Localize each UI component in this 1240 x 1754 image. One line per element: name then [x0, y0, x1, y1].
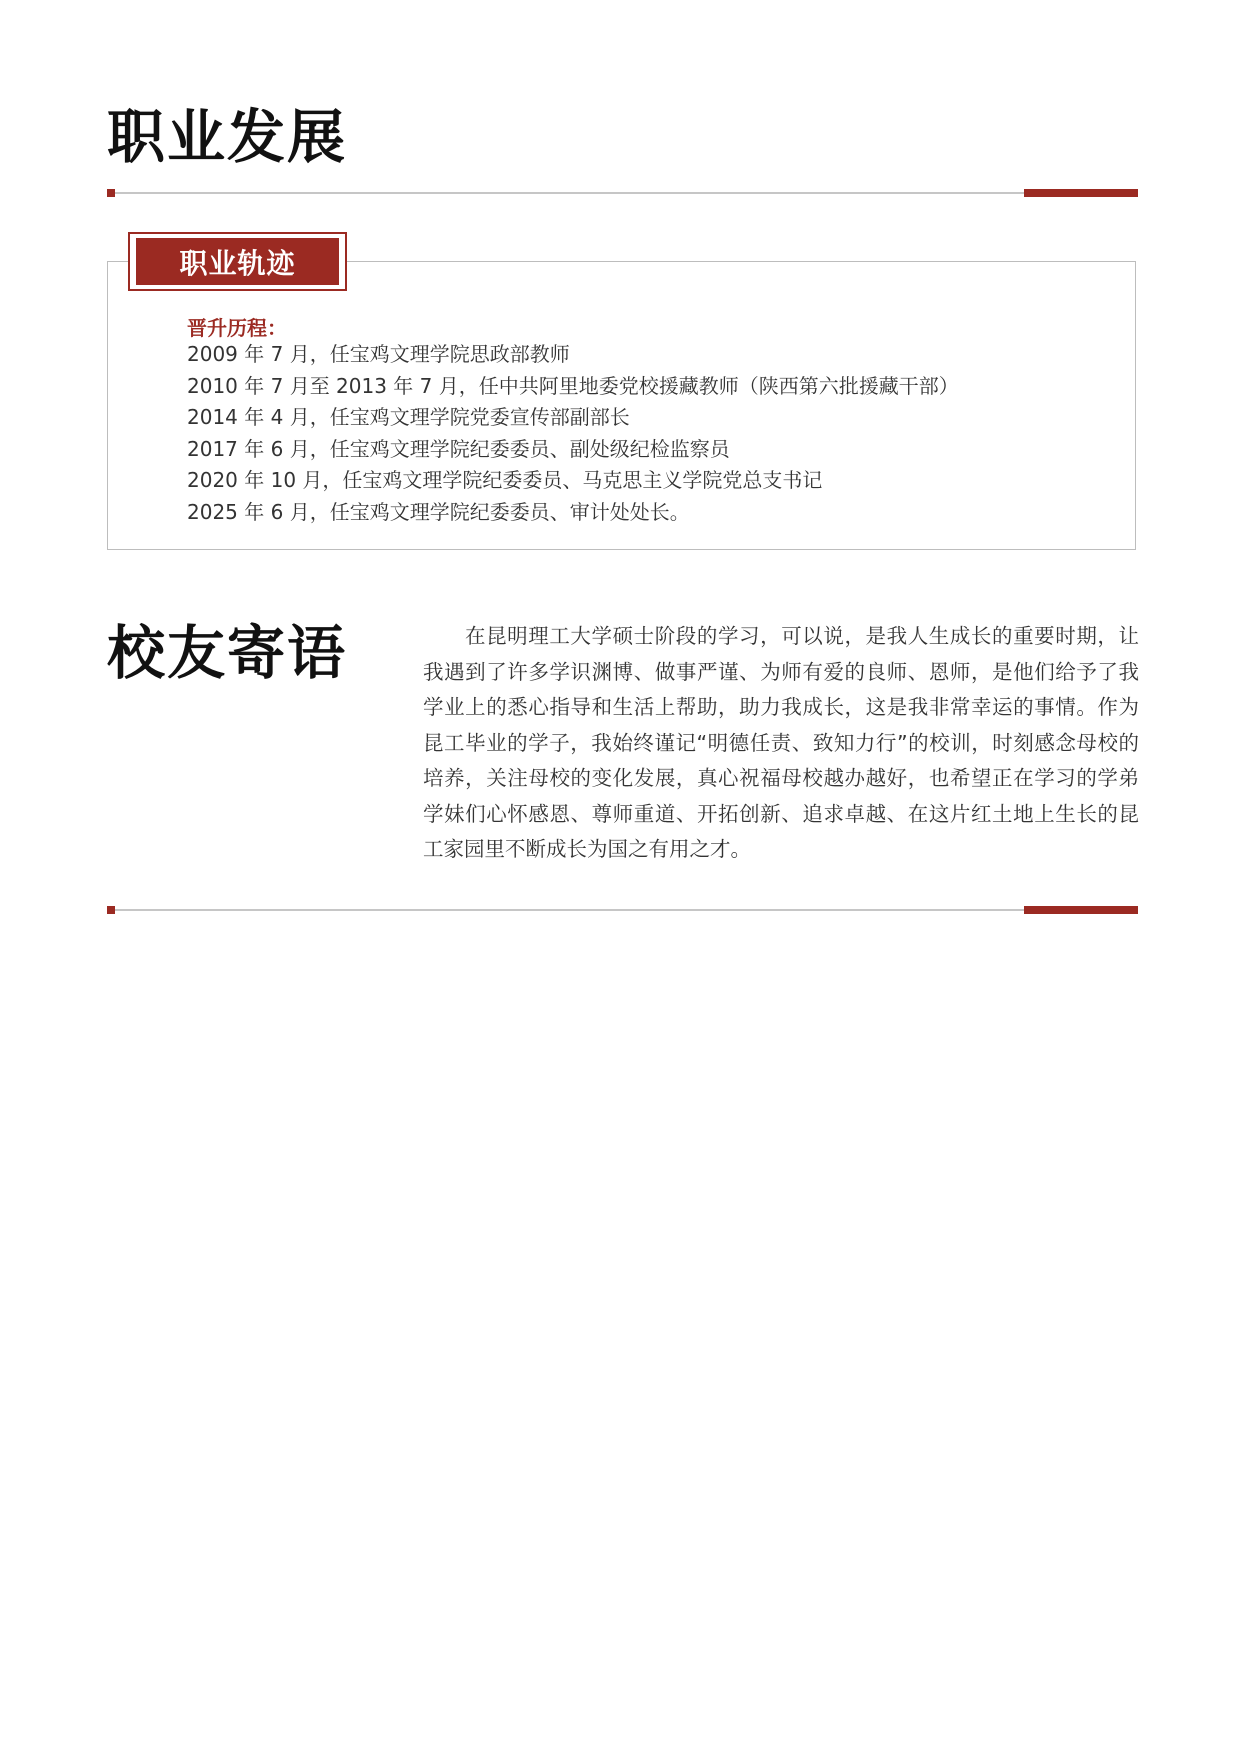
promotion-label: 晋升历程：: [187, 316, 287, 340]
divider-accent-bar: [1024, 906, 1138, 914]
career-list: [187, 339, 959, 528]
career-item: 2020 年 10 月，任宝鸡文理学院纪委委员、马克思主义学院党总支书记: [187, 468, 823, 492]
career-track-tab-label: 职业轨迹: [136, 238, 339, 285]
career-section-title: 职业发展: [107, 103, 348, 171]
career-item: 2009 年 7 月，任宝鸡文理学院思政部教师: [187, 342, 570, 366]
divider-square: [107, 189, 115, 197]
alumni-section-title: 校友寄语: [107, 619, 348, 687]
divider-line: [115, 192, 1026, 194]
career-item: 2017 年 6 月，任宝鸡文理学院纪委委员、副处级纪检监察员: [187, 436, 730, 461]
career-item: 2025 年 6 月，任宝鸡文理学院纪委委员、审计处处长。: [187, 499, 690, 524]
divider-line: [115, 909, 1026, 911]
career-track-tab: [128, 232, 347, 291]
divider-top: [107, 189, 1138, 197]
divider-square: [107, 906, 115, 914]
alumni-message: 在昆明理工大学硕士阶段的学习，可以说，是我人生成长的重要时期，让我遇到了许多学识渊博、做事严谨、为师有爱的良师、恩师，是他们给予了我学业上的悉心指导和生活上帮助，助力我成长，这是我非常幸运的事情。作为昆工毕业的学子，我始终谨记“明德任责、致知力行”的校训，时刻感念母校的培养，关注母校的变化发展，真心祝福母校越办越好，也希望正在学习的学弟学妹们心怀感恩、尊师重道、开拓创新、追求卓越、在这片红土地上生长的昆工家园里不断成长为国之有用之才。: [423, 624, 1139, 861]
career-item: 2010 年 7 月至 2013 年 7 月，任中共阿里地委党校援藏教师（陕西第六批援藏干部）: [187, 373, 959, 398]
divider-accent-bar: [1024, 189, 1138, 197]
divider-bottom: [107, 906, 1138, 914]
career-item: 2014 年 4 月，任宝鸡文理学院党委宣传部副部长: [187, 405, 630, 429]
